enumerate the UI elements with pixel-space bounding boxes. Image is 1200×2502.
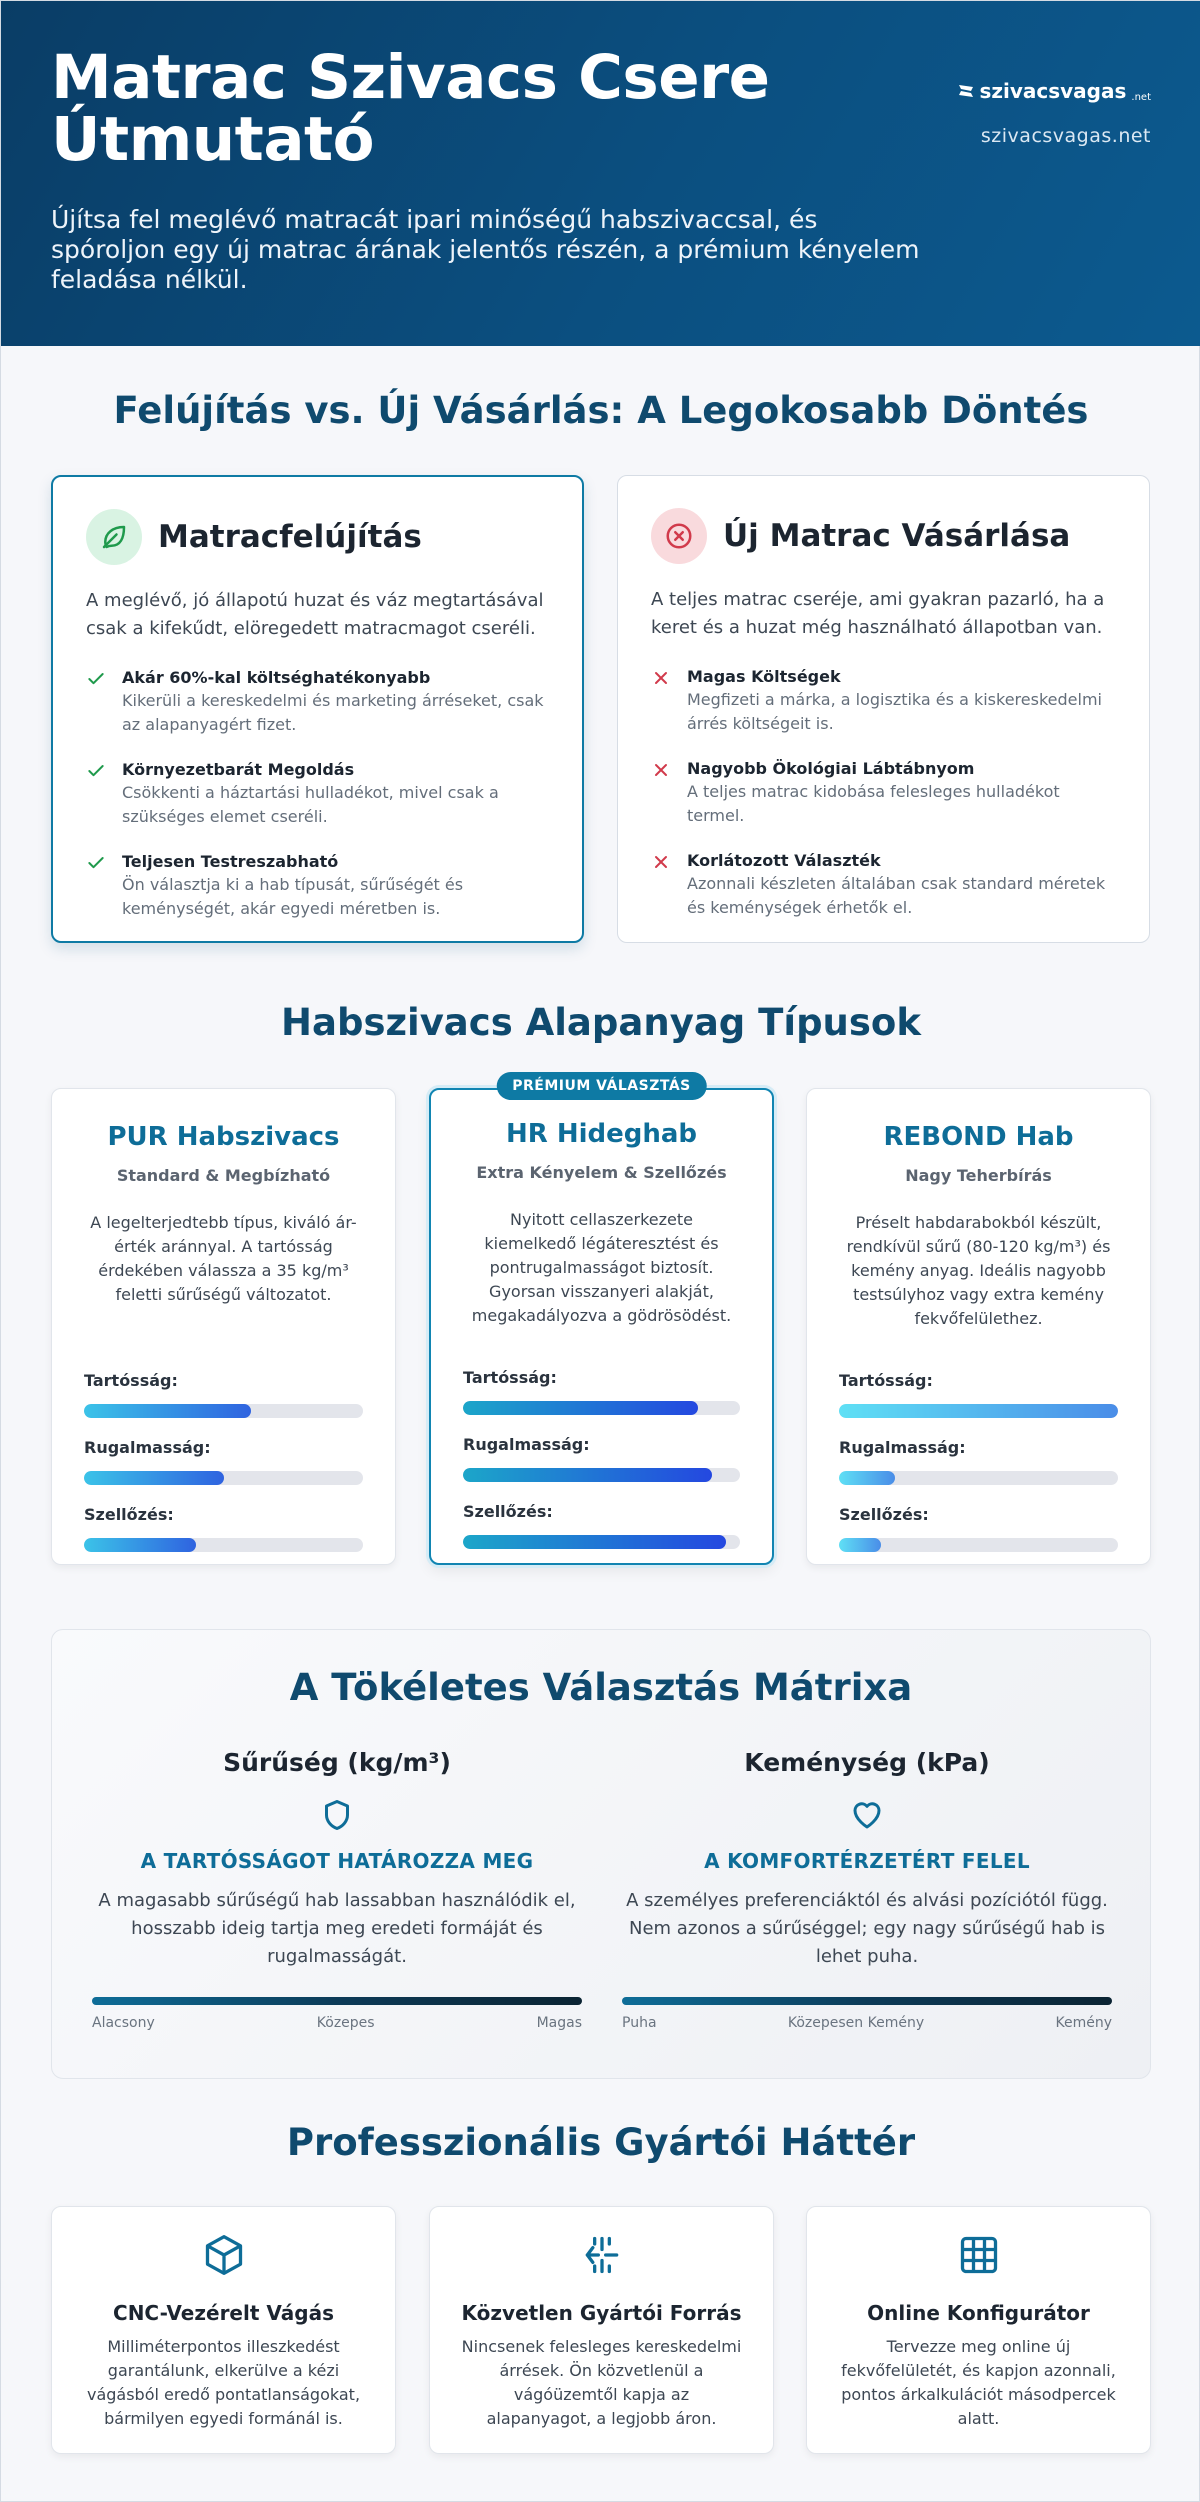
foam-card-rebond[interactable] (806, 1088, 1151, 1565)
durability-fill (839, 1404, 1118, 1418)
grid-icon (957, 2233, 1001, 2277)
feature-card-configurator (806, 2206, 1151, 2454)
metric-label: Tartósság: (463, 1368, 557, 1387)
elasticity-bar (463, 1468, 740, 1482)
list-item-title: Akár 60%-kal költséghatékonyabb (122, 668, 431, 687)
list-item-desc: Kikerüli a kereskedelmi és marketing árréseket, csak az alapanyagért fizet. (122, 691, 544, 734)
hardness-heading: Keménység (kPa) (744, 1748, 990, 1777)
durability-bar (463, 1401, 740, 1415)
elasticity-bar (839, 1471, 1118, 1485)
list-item (651, 666, 1116, 736)
breathability-fill (839, 1538, 881, 1552)
scale-tick: Alacsony (92, 2015, 155, 2031)
scale-tick: Puha (622, 2015, 657, 2031)
new-mattress-title: Új Matrac Vásárlása (723, 518, 1071, 554)
durability-bar (839, 1404, 1118, 1418)
foam-desc: Nyitott cellaszerkezete kiemelkedő légáteresztést és pontrugalmasságot biztosít. Gyorsan visszanyeri alakját, megakadályozva a gödrösödést. (471, 1210, 732, 1325)
list-item-title: Környezetbarát Megoldás (122, 760, 355, 779)
foam-name: HR Hideghab (505, 1119, 698, 1149)
metric-label: Tartósság: (84, 1371, 178, 1390)
foam-desc: A legelterjedtebb típus, kiváló ár-érték aránnyal. A tartósság érdekében válassza a 35 kg/m³ feletti sűrűségű változatot. (90, 1213, 357, 1304)
list-item (86, 851, 549, 921)
feature-desc: Tervezze meg online új fekvőfelületét, és kapjon azonnali, pontos árkalkulációt másodpercek alatt. (841, 2337, 1116, 2428)
feature-title: CNC-Vezérelt Vágás (113, 2301, 334, 2325)
check-icon (86, 851, 110, 921)
breathability-bar (84, 1538, 363, 1552)
cube-icon (202, 2233, 246, 2277)
density-scale (92, 1997, 582, 2031)
hardness-scale (622, 1997, 1112, 2031)
metric-label: Tartósság: (839, 1371, 933, 1390)
feature-title: Közvetlen Gyártói Forrás (461, 2301, 742, 2325)
list-item-desc: Csökkenti a háztartási hulladékot, mivel csak a szükséges elemet cseréli. (122, 783, 499, 826)
list-item-desc: Megfizeti a márka, a logisztika és a kiskereskedelmi árrés költségeit is. (687, 690, 1102, 733)
durability-fill (84, 1404, 251, 1418)
feature-title: Online Konfigurátor (867, 2301, 1090, 2325)
renovation-desc: A meglévő, jó állapotú huzat és váz megtartásával csak a kifekűdt, elöregedett matracmagot cseréli. (86, 590, 544, 639)
x-circle-icon (651, 508, 707, 564)
hardness-column (622, 1748, 1112, 2031)
breathability-fill (463, 1535, 726, 1549)
list-item (651, 758, 1116, 828)
foam-subtitle: Extra Kényelem & Szellőzés (476, 1163, 727, 1182)
density-heading: Sűrűség (kg/m³) (223, 1748, 451, 1777)
metric-label: Szellőzés: (463, 1502, 553, 1521)
renovation-title: Matracfelújítás (158, 519, 422, 555)
foam-desc: Préselt habdarabokból készült, rendkívül sűrű (80-120 kg/m³) és kemény anyag. Ideális nagyobb testsúlyhoz vagy extra kemény fekvőfelülethez. (846, 1213, 1111, 1328)
scale-tick: Kemény (1055, 2015, 1112, 2031)
x-icon (651, 850, 675, 920)
list-item-title: Teljesen Testreszabható (122, 852, 339, 871)
choice-matrix (51, 1629, 1151, 2079)
density-desc: A magasabb sűrűségű hab lassabban használódik el, hosszabb ideig tartja meg eredeti formáját és rugalmasságát. (98, 1890, 576, 1967)
page-title: Matrac Szivacs Csere Útmutató (51, 42, 770, 175)
premium-badge: PRÉMIUM VÁLASZTÁS (496, 1072, 707, 1100)
elasticity-bar (84, 1471, 363, 1485)
list-item (86, 759, 549, 829)
heart-icon (849, 1797, 885, 1833)
list-item-desc: A teljes matrac kidobása felesleges hulladékot termel. (687, 782, 1060, 825)
brand-url[interactable]: szivacsvagas.net (980, 125, 1151, 147)
metric-label: Szellőzés: (84, 1505, 174, 1524)
metric-label: Szellőzés: (839, 1505, 929, 1524)
durability-bar (84, 1404, 363, 1418)
feature-card-cnc (51, 2206, 396, 2454)
foam-card-hr[interactable] (429, 1078, 774, 1565)
brand-tld: .net (1131, 92, 1151, 103)
x-icon (651, 666, 675, 736)
new-mattress-card (617, 475, 1150, 943)
foam-subtitle: Nagy Teherbírás (905, 1166, 1052, 1185)
breathability-bar (839, 1538, 1118, 1552)
feature-desc: Nincsenek felesleges kereskedelmi árrések. Ön közvetlenül a vágóüzemtől kapja az alapanyagot, a legjobb áron. (461, 2337, 742, 2428)
hero-lead: Újítsa fel meglévő matracát ipari minőségű habszivaccsal, és spóroljon egy új matrac árának jelentős részén, a prémium kényelem feladása nélkül. (51, 205, 920, 294)
durability-fill (463, 1401, 698, 1415)
hardness-scale-bar (622, 1997, 1112, 2005)
scale-tick: Magas (536, 2015, 582, 2031)
foam-subtitle: Standard & Megbízható (116, 1166, 331, 1185)
breathability-fill (84, 1538, 196, 1552)
list-item-desc: Ön választja ki a hab típusát, sűrűségét és keménységét, akár egyedi méretben is. (122, 875, 464, 918)
elasticity-fill (839, 1471, 895, 1485)
new-mattress-desc: A teljes matrac cseréje, ami gyakran pazarló, ha a keret és a huzat még használható állapotban van. (651, 589, 1105, 638)
shield-icon (319, 1797, 355, 1833)
density-column (92, 1748, 582, 2031)
brand-logo[interactable] (957, 79, 1151, 103)
check-icon (86, 667, 110, 737)
foam-card-pur[interactable] (51, 1088, 396, 1565)
metric-label: Rugalmasság: (84, 1438, 211, 1457)
list-item-title: Korlátozott Választék (687, 851, 881, 870)
metric-label: Rugalmasság: (839, 1438, 966, 1457)
scale-tick: Közepesen Kemény (787, 2015, 925, 2031)
density-tag: A TARTÓSSÁGOT HATÁROZZA MEG (140, 1849, 534, 1873)
brand[interactable] (957, 79, 1151, 147)
breathability-bar (463, 1535, 740, 1549)
feature-card-direct-source (429, 2206, 774, 2454)
hero-banner (1, 1, 1200, 346)
elasticity-fill (463, 1468, 712, 1482)
feature-desc: Milliméterpontos illeszkedést garantálunk, elkerülve a kézi vágásból eredő pontatlanságokat, bármilyen egyedi formánál is. (86, 2337, 361, 2428)
manufacturer-title: Professzionális Gyártói Háttér (286, 2121, 916, 2164)
list-item (86, 667, 549, 737)
compare-title: Felújítás vs. Új Vásárlás: A Legokosabb Döntés (113, 389, 1089, 432)
foam-name: PUR Habszivacs (107, 1122, 340, 1152)
scale-tick: Közepes (316, 2015, 375, 2031)
matrix-title: A Tökéletes Választás Mátrixa (289, 1666, 913, 1709)
sliders-icon (580, 2233, 624, 2277)
check-icon (86, 759, 110, 829)
leaf-icon (86, 509, 142, 565)
foam-name: REBOND Hab (883, 1122, 1074, 1152)
hardness-tag: A KOMFORTÉRZETÉRT FELEL (704, 1849, 1030, 1873)
logo-mark-icon (957, 83, 975, 99)
brand-name: szivacsvagas (979, 79, 1127, 103)
list-item-title: Nagyobb Ökológiai Lábtábnyom (687, 759, 975, 778)
density-scale-bar (92, 1997, 582, 2005)
elasticity-fill (84, 1471, 224, 1485)
metric-label: Rugalmasság: (463, 1435, 590, 1454)
list-item-desc: Azonnali készleten általában csak standard méretek és keménységek érhetők el. (687, 874, 1106, 917)
foam-types-title: Habszivacs Alapanyag Típusok (281, 1001, 921, 1044)
x-icon (651, 758, 675, 828)
renovation-card (51, 475, 584, 943)
hardness-desc: A személyes preferenciáktól és alvási pozíciótól függ. Nem azonos a sűrűséggel; egy nagy sűrűségű hab is lehet puha. (626, 1890, 1108, 1967)
list-item-title: Magas Költségek (687, 667, 841, 686)
list-item (651, 850, 1116, 920)
